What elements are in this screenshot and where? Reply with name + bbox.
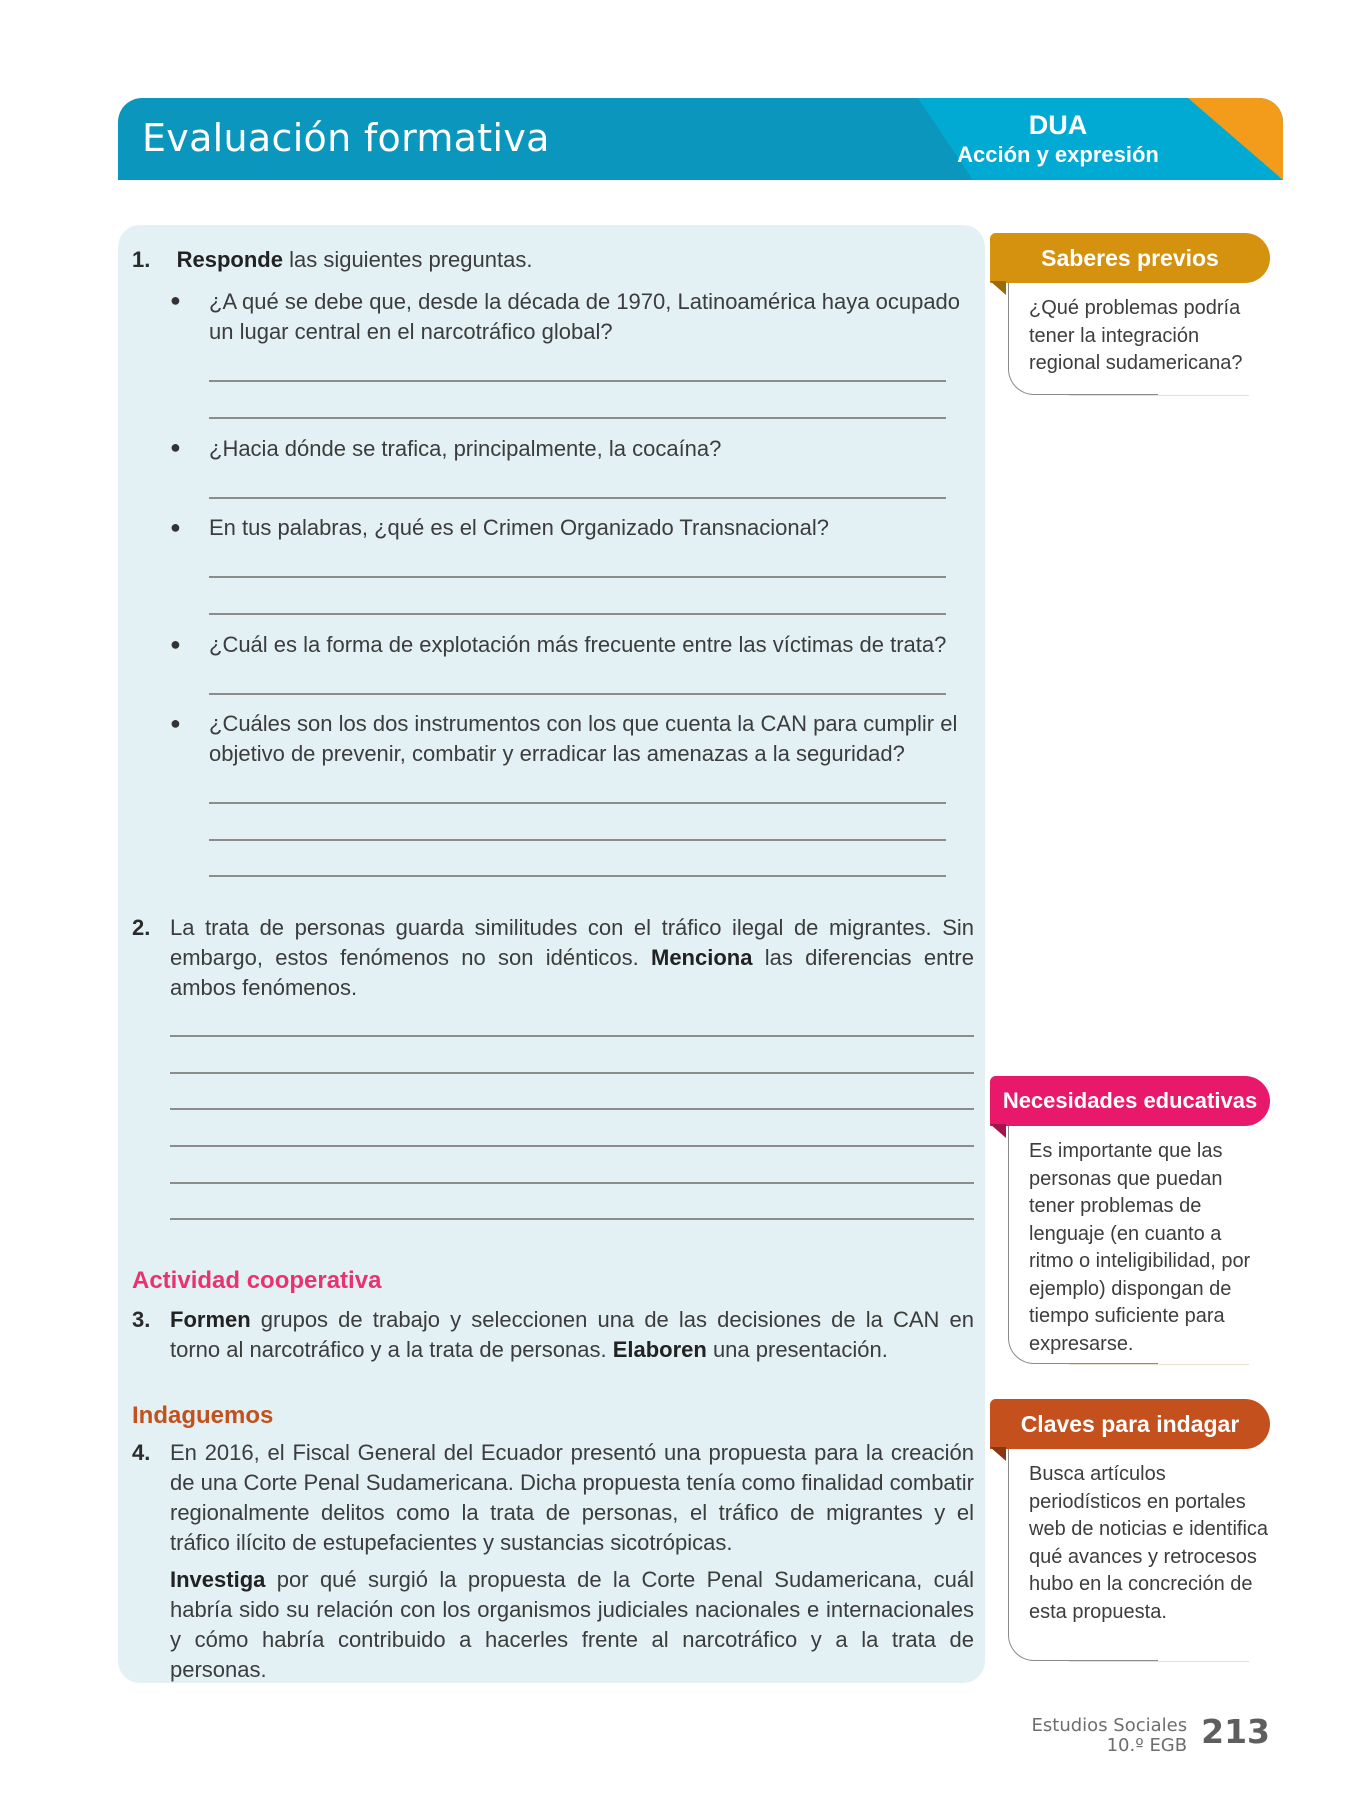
question-3-text-a: grupos de trabajo y seleccionen una de las decisiones de la CAN en torno al narcotráfico y a la trata de personas. bbox=[170, 1307, 974, 1362]
question-2-text-a: La trata de personas guarda similitudes con el tráfico ilegal de migrantes. Sin embargo, estos fenómenos no son idénticos. bbox=[170, 915, 974, 970]
necesidades-educativas-text: Es importante que las personas que puedan tener problemas de lenguaje (en cuanto a ritmo o inteligibilidad, por ejemplo) dispongan de tiempo suficiente para expresarse. bbox=[1029, 1140, 1251, 1355]
dua-badge-subtitle: Acción y expresión bbox=[957, 142, 1159, 167]
question-3-text-b: una presentación. bbox=[706, 1337, 888, 1362]
bullet-icon: ● bbox=[170, 517, 181, 537]
inquiry-heading: Indaguemos bbox=[132, 1402, 274, 1429]
answer-line[interactable] bbox=[209, 497, 946, 499]
question-3-number: 3. bbox=[132, 1307, 151, 1332]
question-2-text-b: las diferencias entre ambos fenómenos. bbox=[170, 945, 974, 1000]
question-1a: ¿A qué se debe que, desde la década de 1970, Latinoamérica haya ocupado un lugar central en el narcotráfico global? bbox=[209, 289, 961, 344]
dua-badge bbox=[938, 110, 1178, 170]
question-2-number: 2. bbox=[132, 915, 151, 940]
question-3-verb-2: Elaboren bbox=[612, 1337, 707, 1362]
necesidades-educativas-box bbox=[990, 1076, 1270, 1364]
answer-line[interactable] bbox=[170, 1035, 974, 1037]
answer-line[interactable] bbox=[209, 380, 946, 382]
question-3-prompt bbox=[170, 1305, 974, 1365]
question-1b: ¿Hacia dónde se trafica, principalmente, la cocaína? bbox=[209, 436, 722, 461]
saberes-previos-text: ¿Qué problemas podría tener la integración regional sudamericana? bbox=[1029, 297, 1243, 374]
question-1-number: 1. bbox=[132, 247, 151, 272]
tab-fold bbox=[990, 1447, 1006, 1461]
question-2-verb: Menciona bbox=[651, 945, 753, 970]
claves-para-indagar-tab: Claves para indagar bbox=[990, 1399, 1270, 1449]
answer-line[interactable] bbox=[170, 1145, 974, 1147]
answer-line[interactable] bbox=[209, 839, 946, 841]
answer-line[interactable] bbox=[170, 1108, 974, 1110]
bullet-icon: ● bbox=[170, 713, 181, 733]
bullet-icon: ● bbox=[170, 634, 181, 654]
question-1e: ¿Cuáles son los dos instrumentos con los que cuenta la CAN para cumplir el objetivo de prevenir, combatir y erradicar las amenazas a la seguridad? bbox=[209, 711, 958, 766]
question-4-number: 4. bbox=[132, 1440, 151, 1465]
answer-line[interactable] bbox=[209, 417, 946, 419]
question-4-paragraph-1: En 2016, el Fiscal General del Ecuador presentó una propuesta para la creación de una Corte Penal Sudamericana. Dicha propuesta tenía como finalidad combatir regionalmente delitos como la trata de personas, el tráfico de migrantes y el tráfico ilícito de estupefacientes y sustancias sicotrópicas. bbox=[170, 1440, 974, 1555]
answer-line[interactable] bbox=[209, 875, 946, 877]
page-title: Evaluación formativa bbox=[142, 116, 550, 160]
page-footer bbox=[1032, 1712, 1270, 1756]
question-3-verb-1: Formen bbox=[170, 1307, 251, 1332]
bullet-icon: ● bbox=[170, 437, 181, 457]
claves-para-indagar-body bbox=[1008, 1449, 1269, 1661]
answer-line[interactable] bbox=[209, 576, 946, 578]
necesidades-educativas-tab: Necesidades educativas bbox=[990, 1076, 1270, 1126]
answer-line[interactable] bbox=[170, 1072, 974, 1074]
question-1-verb: Responde bbox=[176, 247, 283, 272]
saberes-previos-tab: Saberes previos bbox=[990, 233, 1270, 283]
question-2-prompt bbox=[170, 913, 974, 1003]
dua-badge-title: DUA bbox=[1028, 110, 1088, 140]
page-number: 213 bbox=[1201, 1712, 1270, 1751]
answer-line[interactable] bbox=[209, 693, 946, 695]
cooperative-heading: Actividad cooperativa bbox=[132, 1267, 382, 1294]
question-4-verb: Investiga bbox=[170, 1567, 266, 1592]
question-1-prompt bbox=[132, 245, 972, 275]
subject-label: Estudios Sociales bbox=[1031, 1715, 1188, 1736]
book-label bbox=[1032, 1716, 1188, 1756]
grade-label: 10.º EGB bbox=[1106, 1735, 1188, 1756]
question-1d: ¿Cuál es la forma de explotación más frecuente entre las víctimas de trata? bbox=[209, 632, 947, 657]
section-header bbox=[118, 98, 1283, 180]
activity-panel bbox=[118, 225, 985, 1683]
question-4-paragraph-2 bbox=[170, 1565, 974, 1685]
question-1c: En tus palabras, ¿qué es el Crimen Organizado Transnacional? bbox=[209, 515, 830, 540]
tab-fold bbox=[990, 1124, 1006, 1138]
answer-line[interactable] bbox=[209, 613, 946, 615]
answer-line[interactable] bbox=[209, 802, 946, 804]
answer-line[interactable] bbox=[170, 1218, 974, 1220]
saberes-previos-box bbox=[990, 233, 1270, 395]
bullet-icon: ● bbox=[170, 290, 181, 310]
question-4-text: por qué surgió la propuesta de la Corte Penal Sudamericana, cuál habría sido su relación con los organismos judiciales nacionales e internacionales y cómo habría contribuido a hacerles frente al narcotráfico y a la trata de personas. bbox=[170, 1567, 974, 1682]
tab-fold bbox=[990, 281, 1006, 295]
claves-para-indagar-box bbox=[990, 1399, 1270, 1661]
saberes-previos-body bbox=[1008, 283, 1243, 395]
answer-line[interactable] bbox=[170, 1182, 974, 1184]
necesidades-educativas-body bbox=[1008, 1126, 1251, 1364]
claves-para-indagar-text: Busca artículos periodísticos en portales web de noticias e identifica qué avances y retrocesos hubo en la concreción de esta propuesta. bbox=[1029, 1463, 1269, 1623]
divider bbox=[1069, 395, 1249, 396]
question-1-text: las siguientes preguntas. bbox=[282, 247, 533, 272]
divider bbox=[1069, 1661, 1249, 1662]
divider bbox=[1069, 1364, 1249, 1365]
